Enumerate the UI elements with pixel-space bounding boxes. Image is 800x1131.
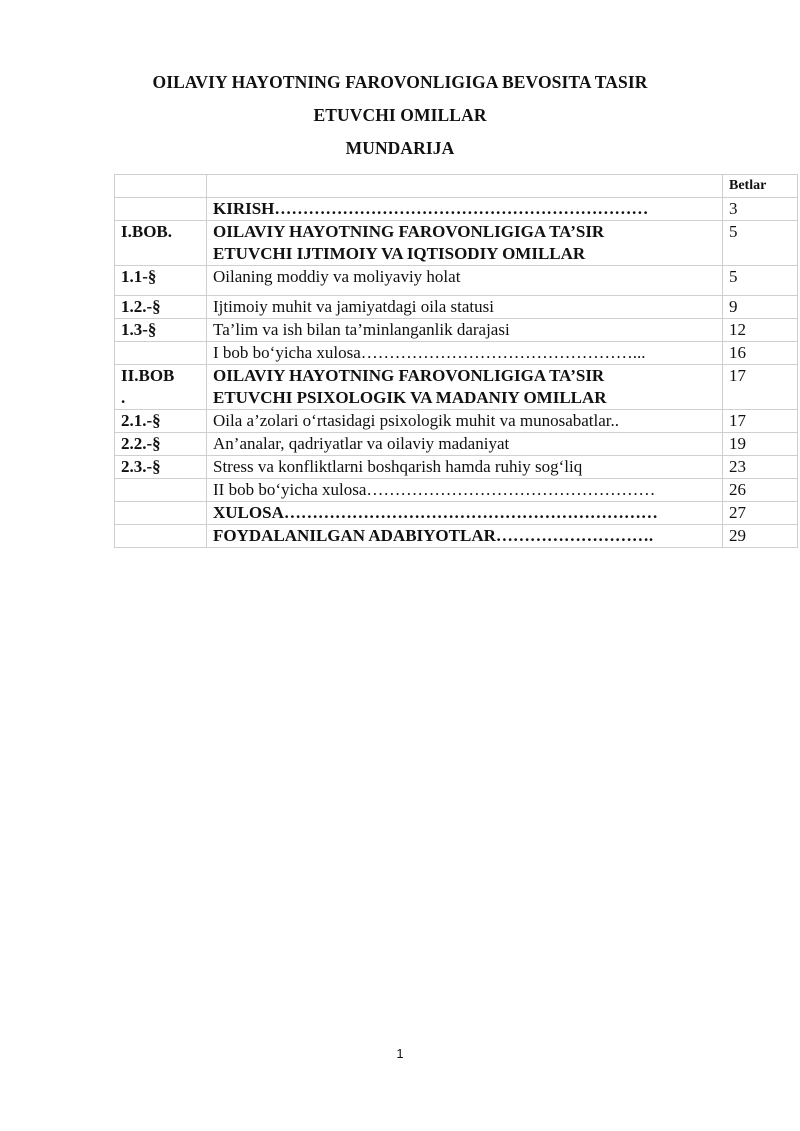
- toc-page: 16: [723, 342, 798, 365]
- toc-num: [115, 342, 207, 365]
- toc-title: [207, 365, 723, 410]
- toc-num: [115, 365, 207, 410]
- toc-num: 1.2.-§: [115, 296, 207, 319]
- toc-page: 5: [723, 221, 798, 266]
- toc-title: Oilaning moddiy va moliyaviy holat: [207, 266, 723, 296]
- contents-heading: MUNDARIJA: [345, 138, 455, 158]
- toc-title: Oila a’zolari o‘rtasidagi psixologik muhit va munosabatlar..: [207, 410, 723, 433]
- toc-page: 12: [723, 319, 798, 342]
- toc-num: [115, 502, 207, 525]
- toc-row-section-2-1: [115, 410, 798, 433]
- toc-title-line-1: OILAVIY HAYOTNING FAROVONLIGIGA TA’SIR: [213, 222, 605, 241]
- toc-row-conclusion: [115, 502, 798, 525]
- toc-num: I.BOB.: [115, 221, 207, 266]
- toc-title: KIRISH…………………………………………………………: [207, 198, 723, 221]
- toc-page: 17: [723, 365, 798, 410]
- page-number: 1: [396, 1046, 404, 1061]
- toc-title-line-2: ETUVCHI PSIXOLOGIK VA MADANIY OMILLAR: [213, 388, 607, 407]
- toc-page: 9: [723, 296, 798, 319]
- toc-row-section-1-1: [115, 266, 798, 296]
- toc-row-section-2-2: [115, 433, 798, 456]
- toc-title: I bob bo‘yicha xulosa…………………………………………...: [207, 342, 723, 365]
- toc-num-line-1: II.BOB: [121, 366, 175, 385]
- toc-page: 29: [723, 525, 798, 548]
- toc-num: [115, 525, 207, 548]
- toc-num-line-2: .: [121, 388, 126, 407]
- toc-title: [207, 221, 723, 266]
- toc-num: [115, 198, 207, 221]
- toc-header-row: [115, 175, 798, 198]
- toc-page: 5: [723, 266, 798, 296]
- toc-title-line-2: ETUVCHI IJTIMOIY VA IQTISODIY OMILLAR: [213, 244, 586, 263]
- toc-page: 17: [723, 410, 798, 433]
- toc-num: 2.1.-§: [115, 410, 207, 433]
- toc-row-chapter-2: [115, 365, 798, 410]
- toc-title: FOYDALANILGAN ADABIYOTLAR……………………….: [207, 525, 723, 548]
- toc-num: 1.3-§: [115, 319, 207, 342]
- toc-header-pages: Betlar: [723, 175, 798, 198]
- toc-header-empty-num: [115, 175, 207, 198]
- toc-row-kirish: [115, 198, 798, 221]
- toc-num: 2.3.-§: [115, 456, 207, 479]
- toc-title: II bob bo‘yicha xulosa……………………………………………: [207, 479, 723, 502]
- toc-page: 26: [723, 479, 798, 502]
- toc-title: Stress va konfliktlarni boshqarish hamda ruhiy sog‘liq: [207, 456, 723, 479]
- toc-page: 27: [723, 502, 798, 525]
- toc-num: [115, 479, 207, 502]
- document-title-block: [0, 72, 800, 171]
- toc-num: 2.2.-§: [115, 433, 207, 456]
- toc-row-references: [115, 525, 798, 548]
- toc-row-chapter-2-summary: [115, 479, 798, 502]
- toc-page: 3: [723, 198, 798, 221]
- toc-page: 23: [723, 456, 798, 479]
- toc-title: XULOSA…………………………………………………………: [207, 502, 723, 525]
- title-line-2: ETUVCHI OMILLAR: [313, 105, 487, 125]
- toc-num: 1.1-§: [115, 266, 207, 296]
- title-line-1: OILAVIY HAYOTNING FAROVONLIGIGA BEVOSITA TASIR: [152, 72, 648, 92]
- toc-row-section-1-2: [115, 296, 798, 319]
- table-of-contents: [114, 174, 798, 548]
- toc-title: An’analar, qadriyatlar va oilaviy madaniyat: [207, 433, 723, 456]
- toc-row-section-1-3: [115, 319, 798, 342]
- toc-row-chapter-1: [115, 221, 798, 266]
- toc-row-chapter-1-summary: [115, 342, 798, 365]
- toc-row-section-2-3: [115, 456, 798, 479]
- toc-title: Ijtimoiy muhit va jamiyatdagi oila statusi: [207, 296, 723, 319]
- toc-title-line-1: OILAVIY HAYOTNING FAROVONLIGIGA TA’SIR: [213, 366, 605, 385]
- toc-title: Ta’lim va ish bilan ta’minlanganlik darajasi: [207, 319, 723, 342]
- toc-header-empty-title: [207, 175, 723, 198]
- toc-page: 19: [723, 433, 798, 456]
